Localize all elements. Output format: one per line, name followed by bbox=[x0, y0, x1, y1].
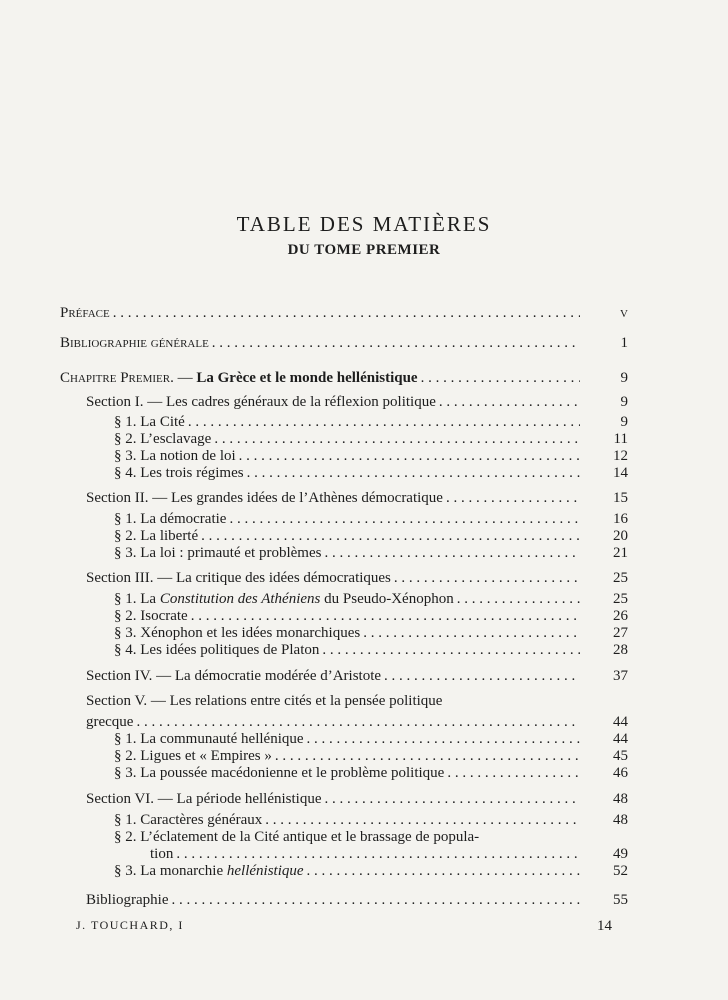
leader-dots bbox=[229, 510, 580, 528]
entry-label: Section IV. — La démocratie modérée d’Aristote bbox=[86, 668, 382, 684]
entry-label: § 3. La loi : primauté et problèmes bbox=[114, 545, 322, 561]
entry-label: Section II. — Les grandes idées de l’Athènes démocratique bbox=[86, 490, 443, 506]
toc-entry-bibliographie bbox=[86, 891, 628, 909]
toc-entry-subsection bbox=[114, 447, 628, 465]
toc-entry-subsection bbox=[114, 624, 628, 642]
toc-entry-subsection bbox=[114, 811, 628, 829]
leader-dots bbox=[421, 369, 580, 387]
leader-dots bbox=[324, 544, 580, 562]
label-part: § 1. La bbox=[114, 591, 160, 607]
entry-label: § 2. Ligues et « Empires » bbox=[114, 748, 272, 764]
entry-page: 25 bbox=[613, 570, 628, 586]
label-part: § 3. La monarchie bbox=[114, 863, 227, 879]
entry-page: 16 bbox=[613, 511, 628, 527]
toc-entry-section-5-continued bbox=[86, 713, 628, 731]
toc-entry-subsection bbox=[114, 730, 628, 748]
entry-label: grecque bbox=[86, 714, 134, 730]
footer-sheet-number: 14 bbox=[597, 918, 612, 934]
entry-label: § 2. Isocrate bbox=[114, 608, 188, 624]
entry-label: § 2. La liberté bbox=[114, 528, 199, 544]
entry-label bbox=[114, 590, 454, 608]
toc-entry-subsection-continued bbox=[150, 845, 628, 863]
entry-page: 28 bbox=[613, 642, 628, 658]
entry-page: 12 bbox=[613, 448, 628, 464]
entry-label: § 1. La Cité bbox=[114, 414, 185, 430]
entry-label: § 1. Caractères généraux bbox=[114, 812, 263, 828]
label-italic-part: Constitution des Athéniens bbox=[159, 591, 321, 607]
entry-label: Bibliographie générale bbox=[60, 335, 209, 351]
leader-dots bbox=[446, 489, 580, 507]
leader-dots bbox=[363, 624, 580, 642]
entry-page: 27 bbox=[613, 625, 628, 641]
entry-page: 48 bbox=[613, 812, 628, 828]
entry-page: 45 bbox=[613, 748, 628, 764]
toc-entry-subsection bbox=[114, 764, 628, 782]
chapter-prefix: Chapitre Premier. — bbox=[60, 370, 197, 386]
entry-page: 11 bbox=[613, 431, 628, 447]
leader-dots bbox=[191, 607, 580, 625]
leader-dots bbox=[247, 464, 580, 482]
toc-entry-subsection bbox=[114, 413, 628, 431]
entry-page: 9 bbox=[620, 414, 628, 430]
entry-label: Section VI. — La période hellénistique bbox=[86, 791, 322, 807]
entry-label: § 3. La notion de loi bbox=[114, 448, 236, 464]
entry-page: v bbox=[620, 305, 628, 321]
toc-entry-subsection bbox=[114, 430, 628, 448]
toc-entry-section-1 bbox=[86, 393, 628, 411]
leader-dots bbox=[307, 730, 580, 748]
toc-entry-section-6 bbox=[86, 790, 628, 808]
entry-label: § 2. L’éclatement de la Cité antique et le brassage de popula- bbox=[114, 829, 480, 845]
toc-entry-subsection bbox=[114, 828, 628, 846]
toc-entry-bibliographie-generale bbox=[60, 334, 628, 352]
leader-dots bbox=[447, 764, 580, 782]
entry-label: § 2. L’esclavage bbox=[114, 431, 212, 447]
entry-label: Section I. — Les cadres généraux de la réflexion politique bbox=[86, 394, 436, 410]
toc-entry-section-2 bbox=[86, 489, 628, 507]
footer-signature: J. TOUCHARD, I bbox=[76, 918, 184, 932]
entry-label: Section V. — Les relations entre cités et la pensée politique bbox=[86, 693, 443, 709]
leader-dots bbox=[275, 747, 580, 765]
toc-entry-section-5 bbox=[86, 692, 628, 710]
entry-label: § 4. Les idées politiques de Platon bbox=[114, 642, 320, 658]
toc-entry-subsection bbox=[114, 862, 628, 880]
leader-dots bbox=[265, 811, 580, 829]
toc-entry-subsection bbox=[114, 464, 628, 482]
entry-label: § 1. La communauté hellénique bbox=[114, 731, 304, 747]
entry-page: 44 bbox=[613, 714, 628, 730]
toc-entry-subsection bbox=[114, 527, 628, 545]
leader-dots bbox=[172, 891, 581, 909]
toc-title: TABLE DES MATIÈRES bbox=[236, 212, 492, 236]
entry-page: 26 bbox=[613, 608, 628, 624]
toc-entry-subsection bbox=[114, 510, 628, 528]
page-footer bbox=[76, 918, 612, 935]
entry-label bbox=[114, 862, 304, 880]
entry-page: 9 bbox=[620, 394, 628, 410]
entry-page: 15 bbox=[613, 490, 628, 506]
toc-subtitle: DU TOME PREMIER bbox=[287, 242, 441, 258]
toc-entry-section-3 bbox=[86, 569, 628, 587]
toc-entry-subsection bbox=[114, 544, 628, 562]
leader-dots bbox=[214, 430, 580, 448]
leader-dots bbox=[176, 845, 580, 863]
leader-dots bbox=[239, 447, 580, 465]
label-italic-part: hellénistique bbox=[226, 863, 304, 879]
toc-entry-subsection bbox=[114, 747, 628, 765]
entry-page: 48 bbox=[613, 791, 628, 807]
entry-label: § 4. Les trois régimes bbox=[114, 465, 244, 481]
entry-page: 49 bbox=[613, 846, 628, 862]
entry-page: 55 bbox=[613, 892, 628, 908]
leader-dots bbox=[322, 641, 580, 659]
entry-label: § 1. La démocratie bbox=[114, 511, 227, 527]
leader-dots bbox=[188, 413, 580, 431]
entry-label: § 3. La poussée macédonienne et le problème politique bbox=[114, 765, 445, 781]
entry-label: § 3. Xénophon et les idées monarchiques bbox=[114, 625, 361, 641]
entry-page: 44 bbox=[613, 731, 628, 747]
label-part: du Pseudo-Xénophon bbox=[320, 591, 454, 607]
leader-dots bbox=[384, 667, 580, 685]
entry-label: Bibliographie bbox=[86, 892, 169, 908]
toc-entry-section-4 bbox=[86, 667, 628, 685]
entry-label: Préface bbox=[60, 305, 110, 321]
leader-dots bbox=[439, 393, 580, 411]
entry-page: 25 bbox=[613, 591, 628, 607]
leader-dots bbox=[113, 304, 580, 322]
toc-entry-subsection bbox=[114, 590, 628, 608]
chapter-title: La Grèce et le monde hellénistique bbox=[196, 370, 418, 386]
entry-page: 9 bbox=[620, 370, 628, 386]
entry-label: Section III. — La critique des idées démocratiques bbox=[86, 570, 391, 586]
toc-entry-preface bbox=[60, 304, 628, 322]
entry-page: 46 bbox=[613, 765, 628, 781]
entry-page: 37 bbox=[613, 668, 628, 684]
toc-entry-chapter-1 bbox=[60, 369, 628, 387]
leader-dots bbox=[457, 590, 580, 608]
entry-label: tion bbox=[150, 846, 174, 862]
entry-page: 21 bbox=[613, 545, 628, 561]
entry-page: 20 bbox=[613, 528, 628, 544]
entry-page: 1 bbox=[620, 335, 628, 351]
leader-dots bbox=[394, 569, 580, 587]
entry-page: 14 bbox=[613, 465, 628, 481]
leader-dots bbox=[212, 334, 580, 352]
leader-dots bbox=[201, 527, 580, 545]
leader-dots bbox=[325, 790, 581, 808]
toc-entry-subsection bbox=[114, 641, 628, 659]
entry-page: 52 bbox=[613, 863, 628, 879]
leader-dots bbox=[307, 862, 580, 880]
leader-dots bbox=[136, 713, 580, 731]
toc-entry-subsection bbox=[114, 607, 628, 625]
entry-label bbox=[60, 369, 418, 387]
